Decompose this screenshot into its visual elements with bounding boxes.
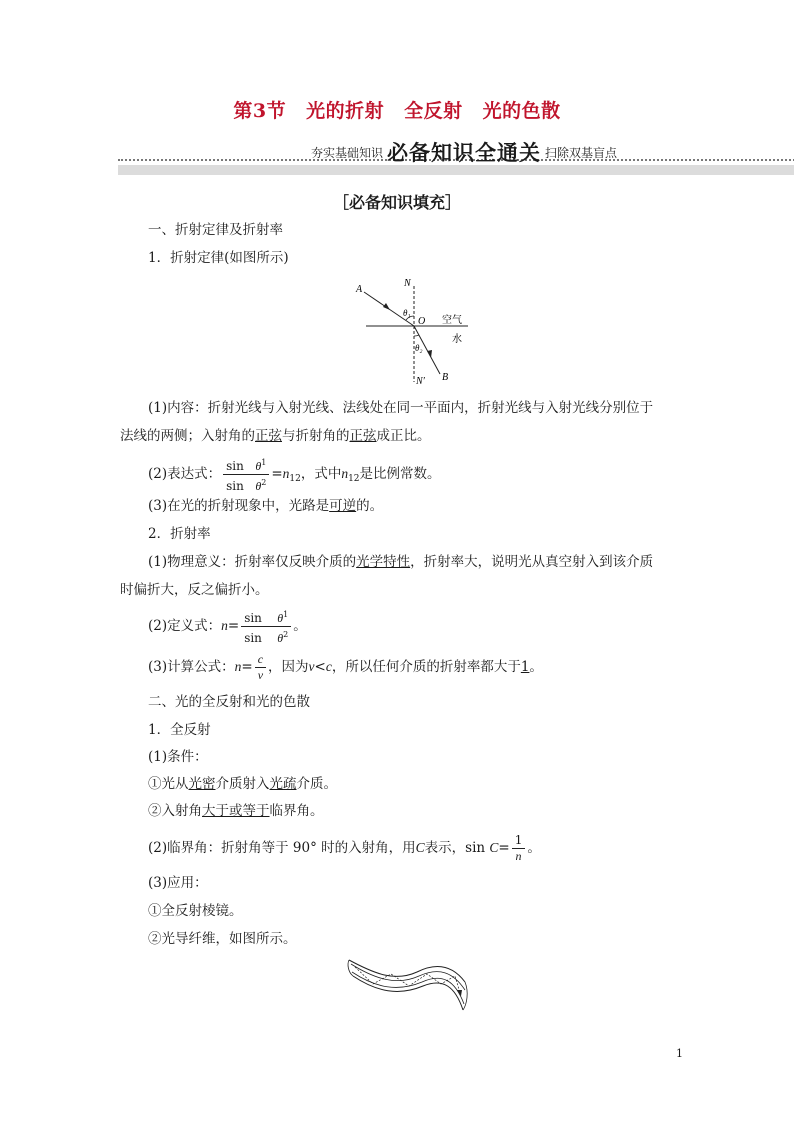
refraction-diagram: [350, 272, 480, 392]
fiber-inner-bottom: [352, 972, 464, 1004]
title-section-number: 第3节: [233, 100, 287, 122]
blank-optical-property: 光学特性: [356, 554, 411, 570]
page-number: 1: [676, 1047, 683, 1060]
label-theta1: θ₁: [403, 308, 411, 318]
incident-arrow: [383, 303, 390, 310]
section-tag: ［必备知识填充］: [332, 193, 461, 212]
physical-meaning-line1: (1)物理意义：折射率仅反映介质的光学特性，折射率大，说明光从真空射入到该介质: [148, 554, 654, 570]
label-A: A: [356, 284, 363, 295]
application-prism: ①全反射棱镜。: [148, 903, 243, 919]
subheading-total-reflection: 1．全反射: [148, 722, 211, 738]
blank-one: 1: [520, 659, 530, 675]
label-O: O: [418, 316, 426, 327]
label-air: 空气: [442, 315, 462, 326]
calculation-formula: (3)计算公式：n= $\frac{c}{v}$ ，因为v<c，所以任何介质的折射率都大于1。: [148, 652, 543, 682]
light-path: [355, 967, 461, 996]
blank-reversible: 可逆: [329, 498, 357, 514]
subheading-refraction-law: 1．折射定律(如图所示): [148, 250, 289, 266]
label-theta2: θ₂: [415, 343, 423, 353]
c-over-v-fraction: $\frac{c}{v}$: [255, 652, 266, 683]
banner-text: [118, 137, 794, 167]
law-expression: (2)表达式： $\frac{\sin \theta^1}{\sin \theta^2}$ $=n_{12}$，式中$n_{12}$是比例常数。: [148, 455, 441, 496]
application-label: (3)应用：: [148, 875, 208, 891]
page-title: [0, 96, 794, 123]
one-over-n-fraction: $\frac{1}{n}$: [512, 833, 526, 864]
title-topic-dispersion: 光的色散: [482, 100, 561, 122]
condition-label: (1)条件：: [148, 749, 208, 765]
label-water: 水: [452, 334, 462, 345]
law-content-line1: (1)内容：折射光线与入射光线、法线处在同一平面内，折射光线与入射光线分别位于: [148, 400, 654, 416]
optical-fiber-figure: [345, 952, 475, 1018]
blank-greater-equal: 大于或等于: [202, 803, 270, 819]
light-arrow: [457, 990, 462, 996]
fiber-end-right: [463, 982, 467, 1010]
banner-left-text: 夯实基础知识: [310, 146, 383, 160]
section-banner: [118, 137, 794, 177]
law-content-line2: 法线的两侧；入射角的正弦与折射角的正弦成正比。: [120, 428, 431, 444]
critical-angle-line: (2)临界角：折射角等于 90° 时的入射角，用C表示，sin C= $\frac{1}{n}$ 。: [148, 833, 541, 863]
application-fiber: ②光导纤维，如图所示。: [148, 931, 297, 947]
blank-sparse: 光疏: [269, 776, 297, 792]
physical-meaning-line2: 时偏折大，反之偏折小。: [120, 582, 269, 598]
sine-ratio-fraction: $\frac{\sin \theta^1}{\sin \theta^2}$: [223, 455, 269, 494]
heading-total-reflection: 二、光的全反射和光的色散: [148, 694, 310, 710]
condition-2: ②入射角大于或等于临界角。: [148, 803, 324, 819]
reversible-path-line: (3)在光的折射现象中，光路是可逆的。: [148, 498, 384, 514]
condition-1: ①光从光密介质射入光疏介质。: [148, 776, 337, 792]
fiber-outer-top: [349, 960, 465, 982]
label-N: N: [404, 278, 411, 289]
heading-refraction-law: 一、折射定律及折射率: [148, 222, 283, 238]
label-Nprime: N′: [416, 376, 425, 387]
label-B: B: [442, 372, 449, 383]
blank-sine-1: 正弦: [255, 428, 282, 444]
title-topic-refraction: 光的折射: [306, 100, 385, 122]
subheading-refractive-index: 2．折射率: [148, 526, 211, 542]
blank-dense: 光密: [188, 776, 216, 792]
blank-sine-2: 正弦: [349, 428, 377, 444]
banner-main-text: 必备知识全通关: [387, 141, 541, 165]
definition-fraction: $\frac{\sin \theta^1}{\sin \theta^2}$: [241, 607, 291, 646]
angle-arc-2: [414, 335, 419, 336]
fiber-end-left: [348, 960, 353, 976]
banner-right-text: 扫除双基盲点: [545, 146, 618, 160]
title-topic-total-reflection: 全反射: [404, 100, 463, 122]
definition-formula: (2)定义式：n= $\frac{\sin \theta^1}{\sin \theta^2}$ 。: [148, 607, 307, 646]
